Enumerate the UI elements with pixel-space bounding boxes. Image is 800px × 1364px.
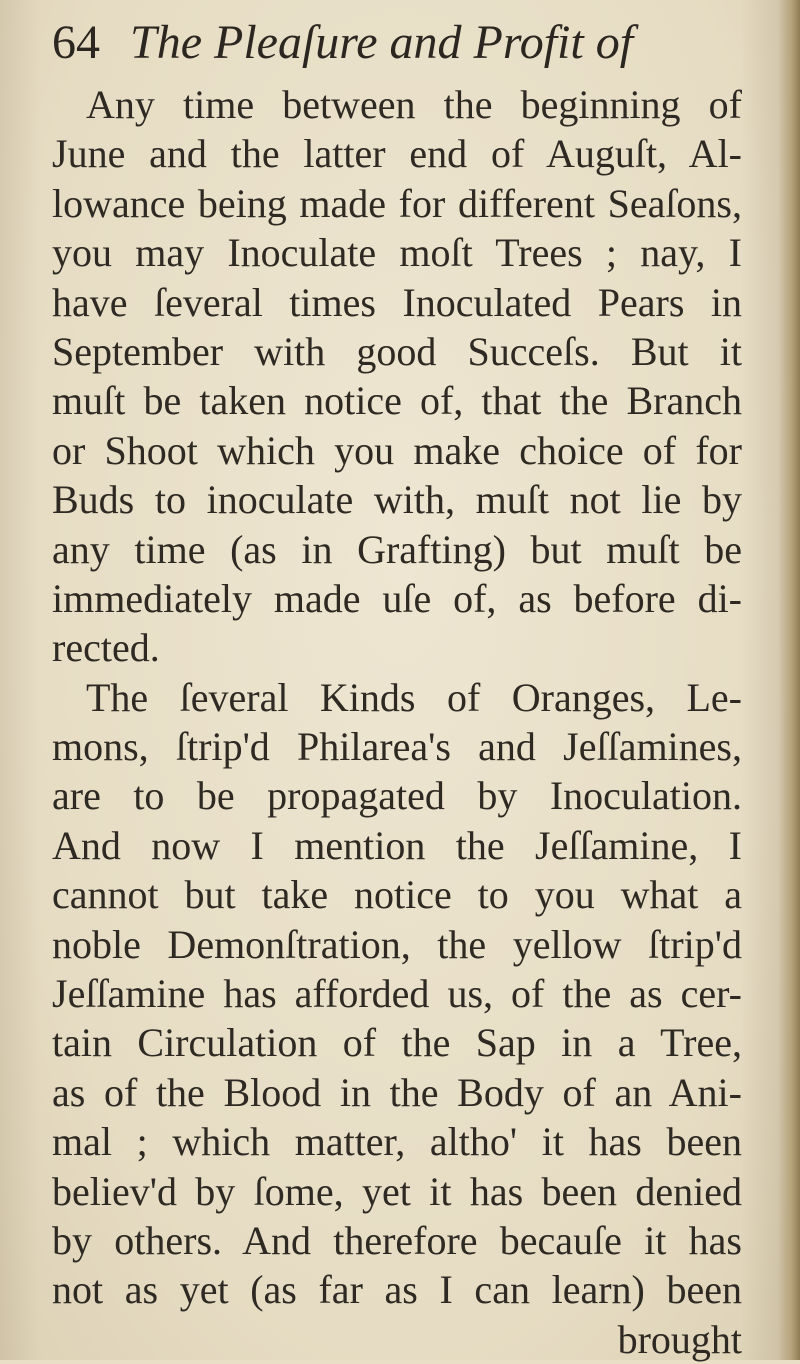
text-line: Buds to inoculate with, muſt not lie by <box>52 477 742 523</box>
text-line: mal ; which matter, altho' it has been <box>52 1119 742 1165</box>
text-line: tain Circulation of the Sap in a Tree, <box>52 1020 742 1066</box>
text-line: or Shoot which you make choice of for <box>52 427 742 473</box>
text-line: And now I mention the Jeſſamine, I <box>52 822 742 868</box>
running-header <box>52 8 752 78</box>
page-number: 64 <box>52 16 100 69</box>
text-line: by others. And therefore becauſe it has <box>52 1217 742 1263</box>
text-line: muſt be taken notice of, that the Branch <box>52 378 742 424</box>
text-line: Jeſſamine has afforded us, of the as cer- <box>52 971 742 1017</box>
text-line: cannot but take notice to you what a <box>52 872 742 918</box>
text-line: as of the Blood in the Body of an Ani- <box>52 1069 742 1115</box>
text-line: believ'd by ſome, yet it has been denied <box>52 1168 742 1214</box>
text-line: are to be propagated by Inoculation. <box>52 773 742 819</box>
text-line: Any time between the beginning of <box>86 82 742 127</box>
text-line: mons, ſtrip'd Philarea's and Jeſſamines, <box>52 724 742 770</box>
text-line: any time (as in Grafting) but muſt be <box>52 526 742 572</box>
text-line: you may Inoculate moſt Trees ; nay, I <box>52 230 742 276</box>
text-line: have ſeveral times Inoculated Pears in <box>52 279 742 325</box>
text-line: lowance being made for different Seaſons, <box>52 180 742 226</box>
text-line: The ſeveral Kinds of Oranges, Le- <box>86 674 742 720</box>
text-line: rected. <box>52 625 160 671</box>
text-line: September with good Succeſs. But it <box>52 328 742 374</box>
text-line: not as yet (as far as I can learn) been <box>52 1267 742 1313</box>
catchword: brought <box>617 1316 742 1362</box>
text-line: immediately made uſe of, as before di- <box>52 575 742 621</box>
body-text <box>52 80 742 1364</box>
page-edge <box>778 0 800 1360</box>
running-title: The Pleaſure and Profit of <box>130 16 634 69</box>
text-line: June and the latter end of Auguſt, Al- <box>52 131 742 177</box>
text-line: noble Demonſtration, the yellow ſtrip'd <box>52 921 742 967</box>
